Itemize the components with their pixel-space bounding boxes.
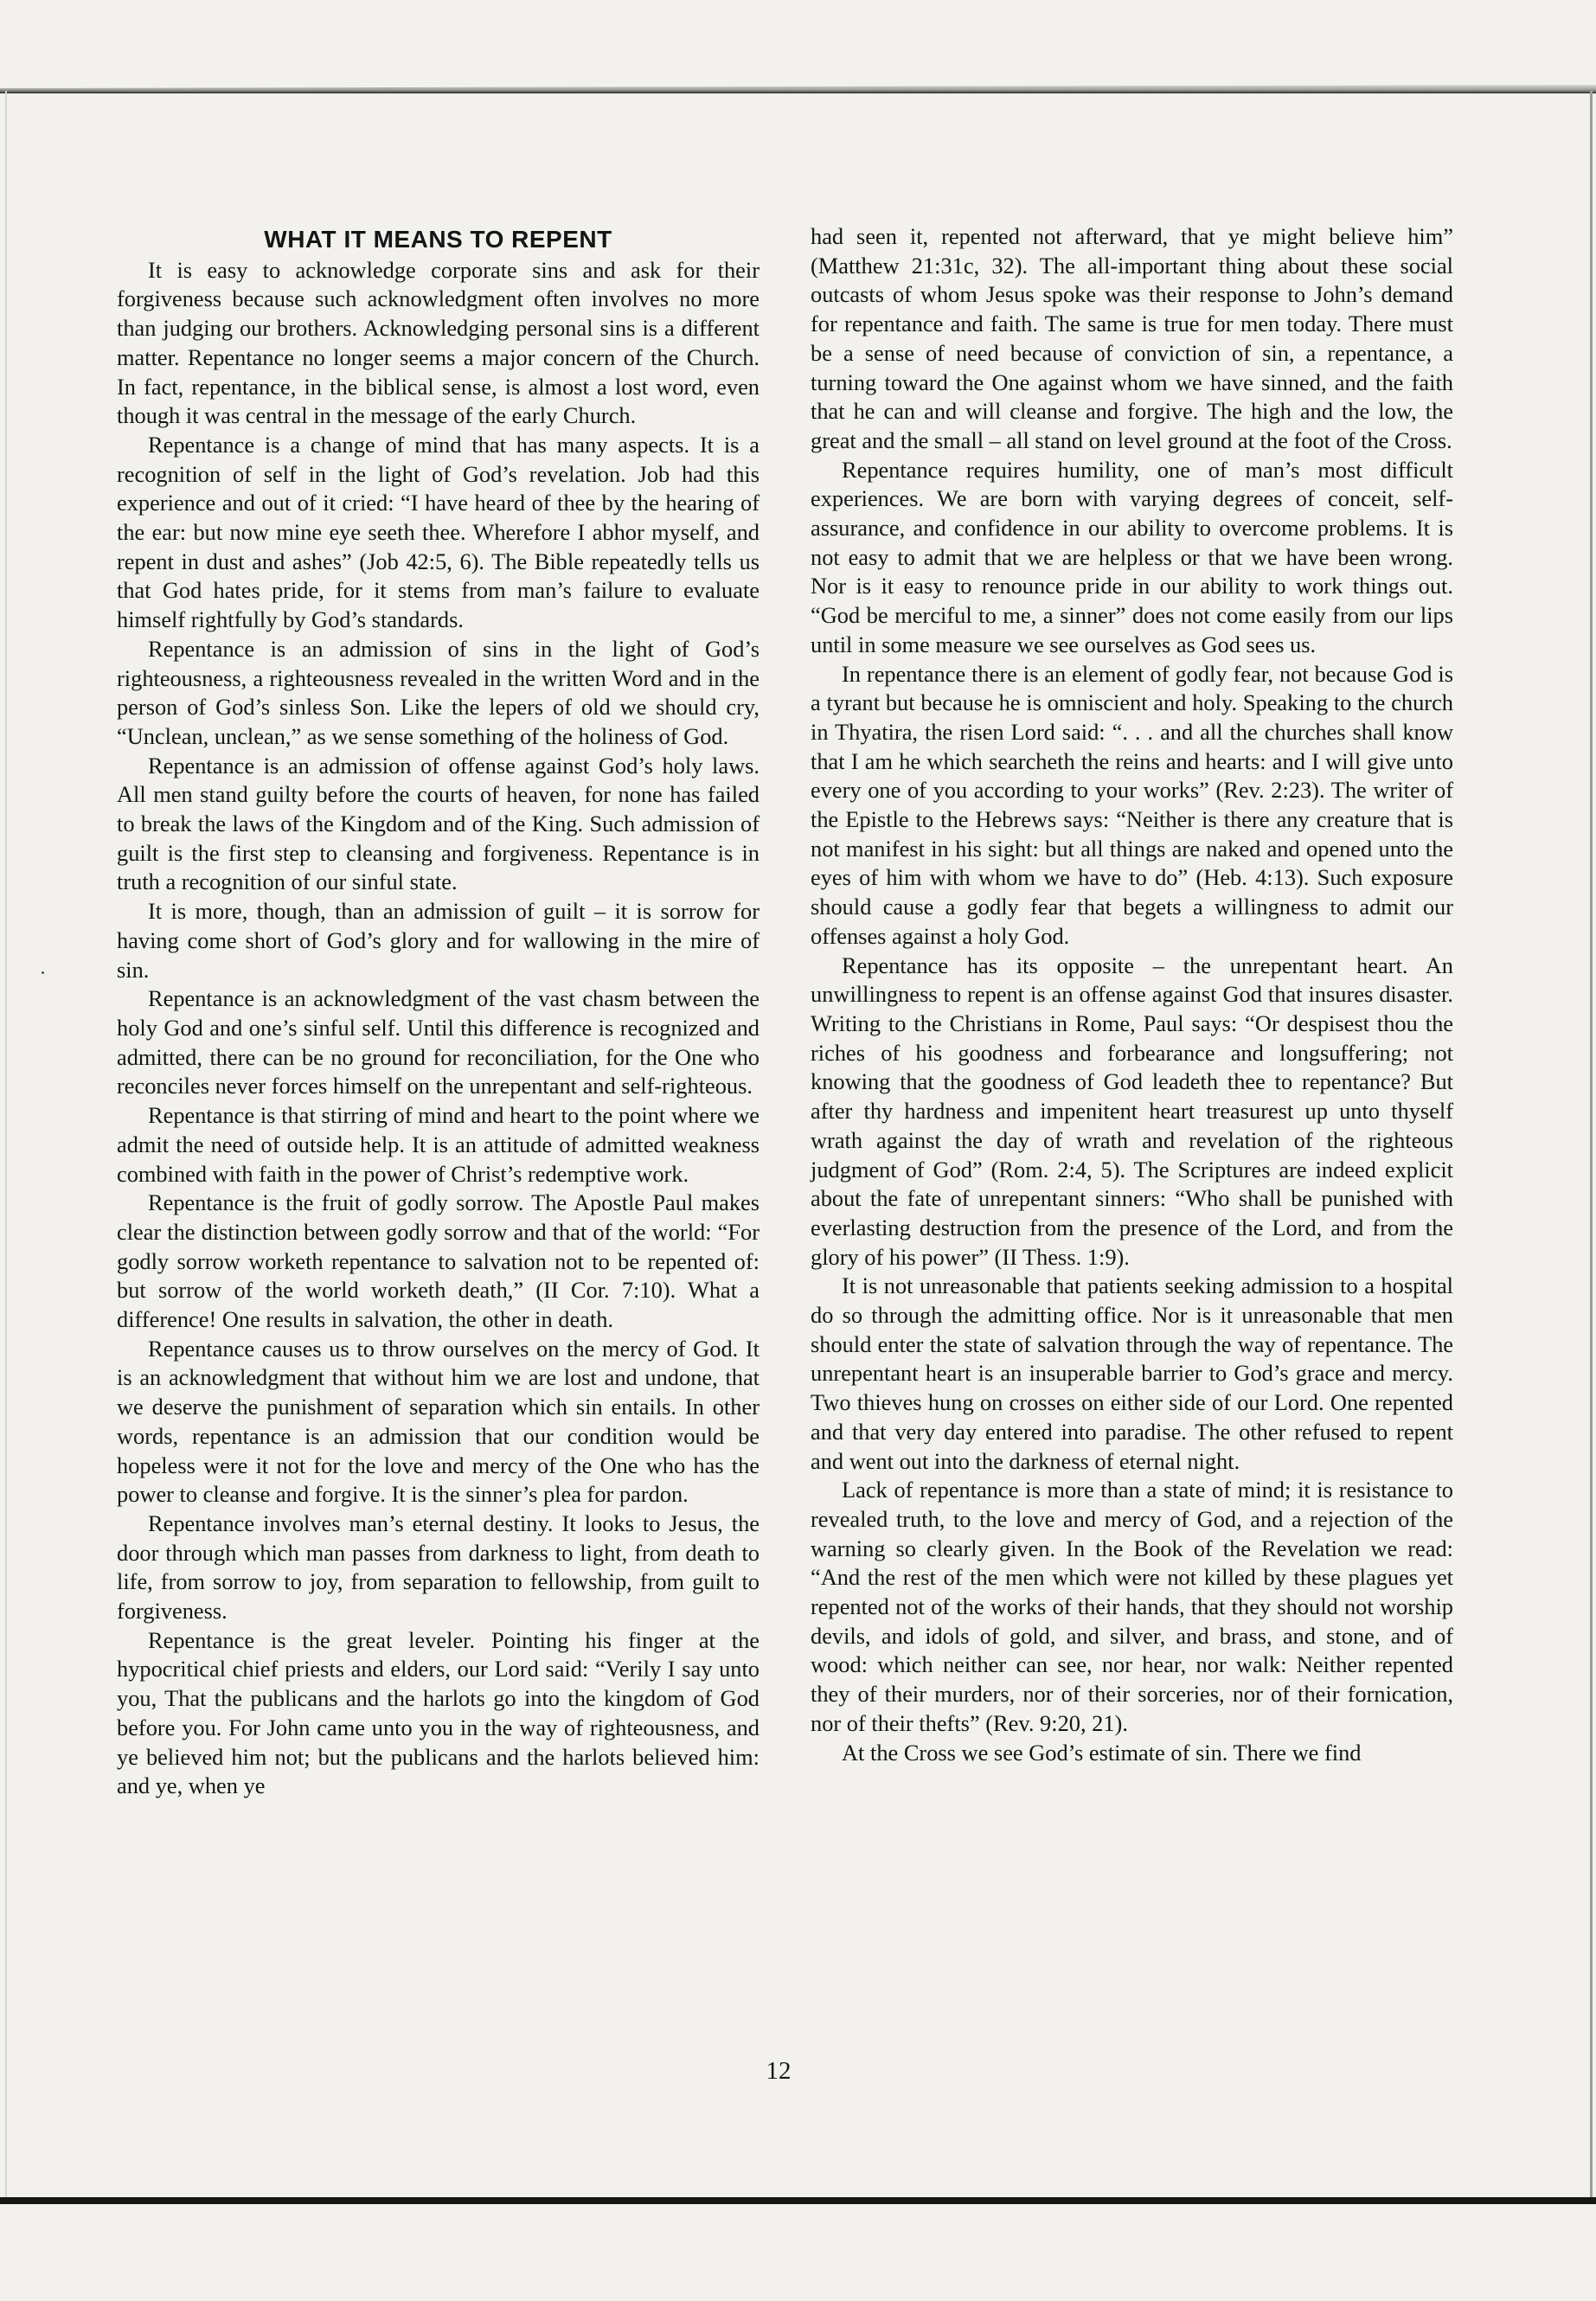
paragraph: It is easy to acknowledge corporate sins and ask for their forgiveness because such acknowledgment often involves no more than judging our brothers. Acknowledging personal sins is a different matter. Repentance no longer seems a major concern of the Church. In fact, repentance, in the biblical sense, is almost a lost word, even though it was central in the message of the early Church. [117,256,760,429]
paragraph: It is not unreasonable that patients seeking admission to a hospital do so through the admitting office. Nor is it unreasonable that men should enter the state of salvation through the way of repentance. The unrepentant heart is an insuperable barrier to God’s grace and mercy. Two thieves hung on crosses on either side of our Lord. One repented and that very day entered into paradise. The other refused to repent and went out into the darkness of eternal night. [811,1272,1453,1474]
paragraph: Repentance is a change of mind that has many aspects. It is a recognition of self in the light of God’s revelation. Job had this experience and out of it cried: “I have heard of thee by the hearing of the ear: but now mine eye seeth thee. Wherefore I abhor myself, and repent in dust and ashes” (Job 42:5, 6). The Bible repeatedly tells us that God hates pride, for it stems from man’s failure to evaluate himself rightfully by God’s standards. [117,431,760,633]
paragraph: Repentance involves man’s eternal destiny. It looks to Jesus, the door through which man passes from darkness to light, from death to life, from sorrow to joy, from separation to fellowship, from guilt to forgiveness. [117,1509,760,1625]
page-right-edge [1590,91,1593,2202]
page-number: 12 [766,2057,792,2085]
paragraph: Repentance is the fruit of godly sorrow. The Apostle Paul makes clear the distinction between godly sorrow and that of the world: “For godly sorrow worketh repentance to salvation not to be repented of: but sorrow of the world worketh death,” (II Cor. 7:10). What a difference! One results in salvation, the other in death. [117,1189,760,1333]
paragraph: Repentance is an acknowledgment of the vast chasm between the holy God and one’s sinful self. Until this difference is recognized and admitted, there can be no ground for reconciliation, for the One who reconciles never forces himself on the unrepentant and self-righteous. [117,985,760,1099]
paragraph-continued: had seen it, repented not afterward, that ye might believe him” (Matthew 21:31c, 32). The all-important thing about these social outcasts of whom Jesus spoke was their response to John’s demand for repentance and faith. The same is true for men today. There must be a sense of need because of conviction of sin, a repentance, a turning toward the One against whom we have sinned, and the faith that he can and will cleanse and forgive. The high and the low, the great and the small – all stand on level ground at the foot of the Cross. [811,223,1453,453]
page-top-edge-shadow [0,85,1596,93]
article-heading: WHAT IT MEANS TO REPENT [264,226,612,253]
paragraph: Repentance is an admission of offense against God’s holy laws. All men stand guilty before the courts of heaven, for none has failed to break the laws of the Kingdom and of the King. Such admission of guilt is the first step to cleansing and forgiveness. Repentance is in truth a recognition of our sinful state. [117,752,760,895]
paragraph: Repentance requires humility, one of man’s most difficult experiences. We are born with varying degrees of conceit, self-assurance, and confidence in our ability to overcome problems. It is not easy to admit that we are helpless or that we have been wrong. Nor is it easy to renounce pride in our ability to work things out. “God be merciful to me, a sinner” does not come easily from our lips until in some measure we see ourselves as God sees us. [811,456,1453,657]
paragraph: Repentance causes us to throw ourselves on the mercy of God. It is an acknowledgment that without him we are lost and undone, that we deserve the punishment of separation which sin entails. In other words, repentance is an admission that our condition would be hopeless were it not for the love and mercy of the One who has the power to cleanse and forgive. It is the sinner’s plea for pardon. [117,1335,760,1508]
paragraph: At the Cross we see God’s estimate of sin. There we find [842,1739,1362,1766]
paragraph: It is more, though, than an admission of guilt – it is sorrow for having come short of God’s glory and for wallowing in the mire of sin. [117,898,760,983]
paragraph: Lack of repentance is more than a state of mind; it is resistance to revealed truth, to the love and mercy of God, and a rejection of the warning so clearly given. In the Book of the Revelation we read: “And the rest of the men which were not killed by these plagues yet repented not of the works of their hands, that they should not worship devils, and idols of gold, and silver, and brass, and stone, and of wood: which neither can see, nor hear, nor walk: Neither repented they of their murders, nor of their sorceries, nor of their fornication, nor of their thefts” (Rev. 9:20, 21). [811,1477,1453,1736]
scan-speck [42,971,44,974]
page-bottom-edge-shadow [0,2197,1596,2204]
page-left-edge [5,91,7,2202]
paragraph: In repentance there is an element of godly fear, not because God is a tyrant but because he is omniscient and holy. Speaking to the church in Thyatira, the risen Lord said: “. . . and all the churches shall know that I am he which searcheth the reins and hearts: and I will give unto every one of you according to your works” (Rev. 2:23). The writer of the Epistle to the Hebrews says: “Neither is there any creature that is not manifest in his sight: but all things are naked and opened unto the eyes of him with whom we have to do” (Heb. 4:13). Such exposure should cause a godly fear that begets a willingness to admit our offenses against a holy God. [811,660,1453,949]
paragraph: Repentance is an admission of sins in the light of God’s righteousness, a righteousness revealed in the written Word and in the person of God’s sinless Son. Like the lepers of old we should cry, “Unclean, unclean,” as we sense something of the holiness of God. [117,635,760,749]
left-column [117,218,760,1801]
paragraph: Repentance has its opposite – the unrepentant heart. An unwillingness to repent is an offense against God that insures disaster. Writing to the Christians in Rome, Paul says: “Or despisest thou the riches of his goodness and forbearance and longsuffering; not knowing that the goodness of God leadeth thee to repentance? But after thy hardness and impenitent heart treasurest up unto thyself wrath against the day of wrath and revelation of the righteous judgment of God” (Rom. 2:4, 5). The Scriptures are indeed explicit about the fate of unrepentant sinners: “Who shall be punished with everlasting destruction from the presence of the Lord, and from the glory of his power” (II Thess. 1:9). [811,952,1453,1270]
right-column [811,222,1453,1767]
paragraph: Repentance is the great leveler. Pointing his finger at the hypocritical chief priests and elders, our Lord said: “Verily I say unto you, That the publicans and the harlots go into the kingdom of God before you. For John came unto you in the way of righteousness, and ye believed him not; but the publicans and the harlots believed him: and ye, when ye [117,1626,760,1799]
paragraph: Repentance is that stirring of mind and heart to the point where we admit the need of outside help. It is an attitude of admitted weakness combined with faith in the power of Christ’s redemptive work. [117,1102,760,1187]
